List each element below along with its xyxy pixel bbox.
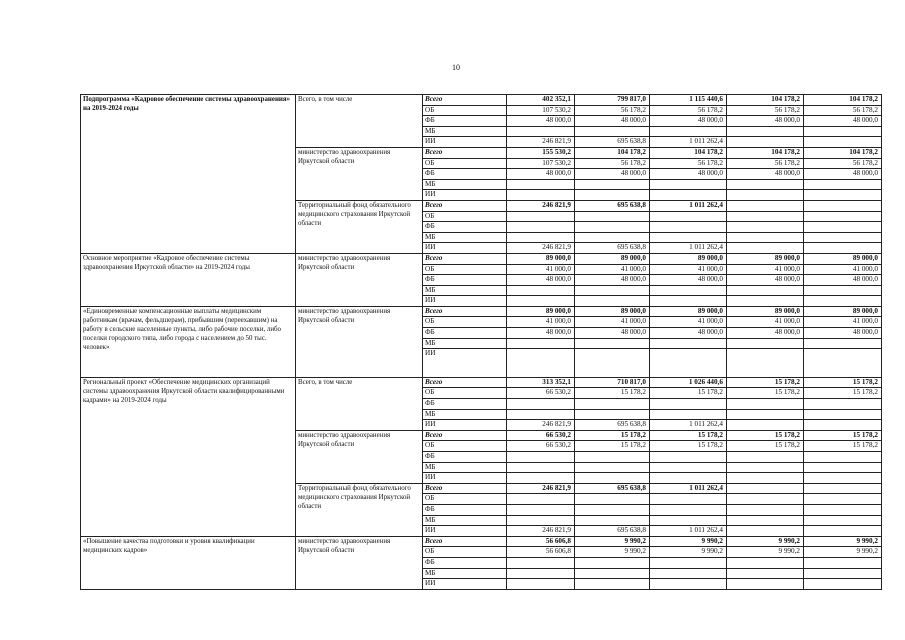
- amount-cell: 56 178,2: [650, 105, 727, 116]
- amount-cell: 695 638,8: [575, 243, 650, 254]
- amount-cell: [575, 285, 650, 296]
- amount-cell: 104 178,2: [727, 95, 804, 106]
- amount-cell: [507, 232, 575, 243]
- amount-cell: [575, 579, 650, 590]
- funding-source: ОБ: [423, 547, 507, 558]
- amount-cell: 1 011 262,4: [650, 483, 727, 494]
- amount-cell: [507, 473, 575, 484]
- amount-cell: [804, 200, 882, 211]
- amount-cell: [650, 462, 727, 473]
- funding-source: МБ: [423, 568, 507, 579]
- amount-cell: 1 011 262,4: [650, 526, 727, 537]
- amount-cell: 15 178,2: [650, 430, 727, 441]
- amount-cell: 56 178,2: [804, 158, 882, 169]
- amount-cell: [575, 296, 650, 307]
- amount-cell: [507, 285, 575, 296]
- amount-cell: [727, 557, 804, 568]
- funding-source: Всего: [423, 95, 507, 106]
- amount-cell: 48 000,0: [727, 328, 804, 339]
- amount-cell: [575, 232, 650, 243]
- amount-cell: 66 530,2: [507, 388, 575, 399]
- funding-source: Всего: [423, 200, 507, 211]
- amount-cell: [804, 452, 882, 463]
- table-row: [81, 95, 882, 106]
- amount-cell: [727, 243, 804, 254]
- amount-cell: [804, 222, 882, 233]
- amount-cell: 9 990,2: [575, 536, 650, 547]
- amount-cell: [727, 462, 804, 473]
- amount-cell: 15 178,2: [727, 377, 804, 388]
- amount-cell: [727, 232, 804, 243]
- executor-name: Всего, в том числе: [296, 377, 423, 430]
- amount-cell: [727, 515, 804, 526]
- executor-name: министерство здравоохранения Иркутской области: [296, 430, 423, 483]
- amount-cell: [804, 409, 882, 420]
- amount-cell: 48 000,0: [507, 328, 575, 339]
- amount-cell: [650, 557, 727, 568]
- amount-cell: [727, 452, 804, 463]
- funding-source: ОБ: [423, 388, 507, 399]
- amount-cell: 1 011 262,4: [650, 420, 727, 431]
- amount-cell: 89 000,0: [575, 306, 650, 317]
- executor-name: Всего, в том числе: [296, 95, 423, 148]
- executor-name: министерство здравоохранения Иркутской области: [296, 306, 423, 377]
- amount-cell: 1 115 440,6: [650, 95, 727, 106]
- amount-cell: 89 000,0: [507, 253, 575, 264]
- funding-source: Всего: [423, 483, 507, 494]
- funding-source: Всего: [423, 253, 507, 264]
- amount-cell: [575, 515, 650, 526]
- page-number: 10: [452, 63, 460, 72]
- amount-cell: [727, 200, 804, 211]
- amount-cell: 15 178,2: [804, 377, 882, 388]
- amount-cell: 15 178,2: [804, 441, 882, 452]
- amount-cell: [727, 211, 804, 222]
- amount-cell: [804, 515, 882, 526]
- amount-cell: 9 990,2: [804, 536, 882, 547]
- amount-cell: 89 000,0: [804, 306, 882, 317]
- amount-cell: 104 178,2: [804, 95, 882, 106]
- amount-cell: [507, 338, 575, 349]
- amount-cell: 48 000,0: [575, 275, 650, 286]
- amount-cell: [804, 557, 882, 568]
- amount-cell: 56 606,8: [507, 547, 575, 558]
- funding-source: ФБ: [423, 275, 507, 286]
- amount-cell: [575, 557, 650, 568]
- amount-cell: 48 000,0: [650, 328, 727, 339]
- funding-source: МБ: [423, 515, 507, 526]
- amount-cell: 402 352,1: [507, 95, 575, 106]
- amount-cell: [804, 420, 882, 431]
- funding-source: ИИ: [423, 137, 507, 148]
- amount-cell: [507, 409, 575, 420]
- amount-cell: 48 000,0: [507, 275, 575, 286]
- amount-cell: 15 178,2: [575, 388, 650, 399]
- funding-source: ФБ: [423, 169, 507, 180]
- amount-cell: 104 178,2: [650, 147, 727, 158]
- amount-cell: [575, 338, 650, 349]
- amount-cell: 9 990,2: [804, 547, 882, 558]
- amount-cell: 15 178,2: [575, 430, 650, 441]
- funding-source: ИИ: [423, 243, 507, 254]
- funding-source: ФБ: [423, 399, 507, 410]
- amount-cell: 41 000,0: [650, 317, 727, 328]
- amount-cell: [575, 504, 650, 515]
- amount-cell: 710 817,0: [575, 377, 650, 388]
- amount-cell: [507, 211, 575, 222]
- amount-cell: 48 000,0: [804, 169, 882, 180]
- amount-cell: [804, 399, 882, 410]
- funding-source: ОБ: [423, 264, 507, 275]
- amount-cell: [507, 579, 575, 590]
- amount-cell: [575, 409, 650, 420]
- amount-cell: [727, 179, 804, 190]
- amount-cell: [804, 526, 882, 537]
- amount-cell: [804, 579, 882, 590]
- amount-cell: [507, 462, 575, 473]
- amount-cell: 41 000,0: [727, 264, 804, 275]
- amount-cell: 48 000,0: [650, 169, 727, 180]
- amount-cell: 695 638,8: [575, 200, 650, 211]
- amount-cell: 313 352,1: [507, 377, 575, 388]
- amount-cell: 48 000,0: [575, 328, 650, 339]
- funding-source: ОБ: [423, 105, 507, 116]
- amount-cell: 48 000,0: [727, 275, 804, 286]
- amount-cell: [650, 568, 727, 579]
- funding-source: ФБ: [423, 452, 507, 463]
- funding-source: ФБ: [423, 557, 507, 568]
- amount-cell: [650, 399, 727, 410]
- amount-cell: 48 000,0: [804, 275, 882, 286]
- amount-cell: [575, 473, 650, 484]
- amount-cell: 48 000,0: [507, 116, 575, 127]
- amount-cell: 15 178,2: [804, 388, 882, 399]
- funding-source: Всего: [423, 306, 507, 317]
- amount-cell: 56 606,8: [507, 536, 575, 547]
- funding-source: ИИ: [423, 473, 507, 484]
- amount-cell: [727, 568, 804, 579]
- amount-cell: [804, 285, 882, 296]
- amount-cell: [804, 296, 882, 307]
- amount-cell: 56 178,2: [575, 105, 650, 116]
- amount-cell: [804, 494, 882, 505]
- funding-source: Всего: [423, 377, 507, 388]
- amount-cell: 89 000,0: [650, 253, 727, 264]
- amount-cell: [650, 232, 727, 243]
- funding-source: ФБ: [423, 116, 507, 127]
- amount-cell: 107 530,2: [507, 105, 575, 116]
- executor-name: Территориальный фонд обязательного медицинского страхования Иркутской области: [296, 483, 423, 536]
- amount-cell: 104 178,2: [804, 147, 882, 158]
- amount-cell: 246 821,9: [507, 420, 575, 431]
- amount-cell: [575, 222, 650, 233]
- amount-cell: [650, 579, 727, 590]
- funding-source: ФБ: [423, 222, 507, 233]
- amount-cell: [727, 420, 804, 431]
- amount-cell: 9 990,2: [650, 547, 727, 558]
- amount-cell: [727, 338, 804, 349]
- amount-cell: [727, 222, 804, 233]
- amount-cell: [804, 462, 882, 473]
- amount-cell: [804, 338, 882, 349]
- funding-source: МБ: [423, 338, 507, 349]
- amount-cell: [804, 568, 882, 579]
- amount-cell: 799 817,0: [575, 95, 650, 106]
- amount-cell: [650, 296, 727, 307]
- amount-cell: [804, 211, 882, 222]
- amount-cell: 695 638,8: [575, 137, 650, 148]
- funding-source: ИИ: [423, 349, 507, 378]
- amount-cell: [507, 504, 575, 515]
- amount-cell: [650, 515, 727, 526]
- funding-source: Всего: [423, 536, 507, 547]
- amount-cell: [650, 222, 727, 233]
- amount-cell: [804, 504, 882, 515]
- amount-cell: [804, 473, 882, 484]
- amount-cell: [650, 452, 727, 463]
- table-row: [81, 377, 882, 388]
- amount-cell: 48 000,0: [650, 275, 727, 286]
- amount-cell: [507, 515, 575, 526]
- amount-cell: 48 000,0: [507, 169, 575, 180]
- amount-cell: 1 011 262,4: [650, 243, 727, 254]
- funding-source: ИИ: [423, 296, 507, 307]
- amount-cell: 66 530,2: [507, 441, 575, 452]
- amount-cell: [727, 296, 804, 307]
- funding-source: ИИ: [423, 579, 507, 590]
- amount-cell: [507, 494, 575, 505]
- amount-cell: [507, 349, 575, 378]
- amount-cell: 48 000,0: [727, 169, 804, 180]
- funding-source: МБ: [423, 126, 507, 137]
- executor-name: Территориальный фонд обязательного медицинского страхования Иркутской области: [296, 200, 423, 253]
- amount-cell: [650, 179, 727, 190]
- amount-cell: [727, 494, 804, 505]
- amount-cell: 9 990,2: [727, 536, 804, 547]
- amount-cell: 66 530,2: [507, 430, 575, 441]
- amount-cell: 695 638,8: [575, 526, 650, 537]
- program-name: «Повышение качества подготовки и уровня квалификации медицинских кадров»: [81, 536, 296, 589]
- amount-cell: [727, 137, 804, 148]
- amount-cell: [575, 179, 650, 190]
- amount-cell: 15 178,2: [650, 441, 727, 452]
- amount-cell: 246 821,9: [507, 483, 575, 494]
- amount-cell: [727, 579, 804, 590]
- amount-cell: 15 178,2: [727, 388, 804, 399]
- amount-cell: 155 530,2: [507, 147, 575, 158]
- funding-source: ИИ: [423, 190, 507, 201]
- amount-cell: 15 178,2: [804, 430, 882, 441]
- amount-cell: [650, 409, 727, 420]
- amount-cell: 48 000,0: [804, 328, 882, 339]
- table-row: [81, 536, 882, 547]
- amount-cell: 1 011 262,4: [650, 200, 727, 211]
- amount-cell: [575, 494, 650, 505]
- table-row: [81, 306, 882, 317]
- table-row: [81, 253, 882, 264]
- amount-cell: 41 000,0: [575, 264, 650, 275]
- program-name: Региональный проект «Обеспечение медицинских организаций системы здравоохранения Иркутской области квалифицированными кадрами» на 2019-2024 годы: [81, 377, 296, 536]
- amount-cell: [804, 137, 882, 148]
- funding-source: МБ: [423, 462, 507, 473]
- amount-cell: 89 000,0: [575, 253, 650, 264]
- amount-cell: 695 638,8: [575, 420, 650, 431]
- amount-cell: [804, 349, 882, 378]
- amount-cell: [507, 222, 575, 233]
- funding-source: ОБ: [423, 211, 507, 222]
- budget-table: [80, 94, 882, 590]
- amount-cell: [507, 179, 575, 190]
- amount-cell: 15 178,2: [575, 441, 650, 452]
- amount-cell: [507, 568, 575, 579]
- amount-cell: 48 000,0: [727, 116, 804, 127]
- amount-cell: 246 821,9: [507, 200, 575, 211]
- amount-cell: [650, 473, 727, 484]
- amount-cell: [575, 349, 650, 378]
- funding-source: ИИ: [423, 420, 507, 431]
- amount-cell: [650, 285, 727, 296]
- funding-source: ОБ: [423, 441, 507, 452]
- amount-cell: [650, 504, 727, 515]
- funding-source: ФБ: [423, 328, 507, 339]
- amount-cell: [575, 211, 650, 222]
- amount-cell: 246 821,9: [507, 137, 575, 148]
- executor-name: министерство здравоохранения Иркутской области: [296, 253, 423, 306]
- amount-cell: 48 000,0: [650, 116, 727, 127]
- amount-cell: [727, 473, 804, 484]
- amount-cell: [650, 338, 727, 349]
- funding-source: ОБ: [423, 317, 507, 328]
- amount-cell: 89 000,0: [804, 253, 882, 264]
- amount-cell: [650, 211, 727, 222]
- amount-cell: [804, 232, 882, 243]
- amount-cell: 9 990,2: [727, 547, 804, 558]
- amount-cell: 89 000,0: [727, 253, 804, 264]
- amount-cell: 15 178,2: [727, 441, 804, 452]
- amount-cell: 48 000,0: [575, 116, 650, 127]
- amount-cell: [575, 462, 650, 473]
- amount-cell: [804, 483, 882, 494]
- amount-cell: 48 000,0: [804, 116, 882, 127]
- program-name: Основное мероприятие «Кадровое обеспечение системы здравоохранения Иркутской области» на 2019-2024 годы: [81, 253, 296, 306]
- amount-cell: [507, 126, 575, 137]
- funding-source: МБ: [423, 179, 507, 190]
- amount-cell: 246 821,9: [507, 243, 575, 254]
- funding-source: Всего: [423, 147, 507, 158]
- amount-cell: 41 000,0: [804, 317, 882, 328]
- amount-cell: [575, 126, 650, 137]
- amount-cell: [650, 349, 727, 378]
- amount-cell: 89 000,0: [650, 306, 727, 317]
- program-name: «Единовременные компенсационные выплаты медицинским работникам (врачам, фельдшерам), прибывшим (переехавшим) на работу в сельские населенные пункты, либо рабочие поселки, либо поселки городского типа, либо города с населением до 50 тыс. человек»: [81, 306, 296, 377]
- amount-cell: 9 990,2: [575, 547, 650, 558]
- amount-cell: [804, 190, 882, 201]
- funding-source: МБ: [423, 285, 507, 296]
- amount-cell: 104 178,2: [727, 147, 804, 158]
- amount-cell: 56 178,2: [650, 158, 727, 169]
- amount-cell: 1 011 262,4: [650, 137, 727, 148]
- amount-cell: 104 178,2: [575, 147, 650, 158]
- funding-source: МБ: [423, 232, 507, 243]
- amount-cell: [650, 190, 727, 201]
- amount-cell: [804, 126, 882, 137]
- amount-cell: [727, 349, 804, 378]
- executor-name: министерство здравоохранения Иркутской области: [296, 147, 423, 200]
- amount-cell: 48 000,0: [575, 169, 650, 180]
- executor-name: министерство здравоохранения Иркутской области: [296, 536, 423, 589]
- amount-cell: 695 638,8: [575, 483, 650, 494]
- amount-cell: [727, 409, 804, 420]
- amount-cell: 41 000,0: [804, 264, 882, 275]
- funding-source: Всего: [423, 430, 507, 441]
- amount-cell: [575, 190, 650, 201]
- amount-cell: [727, 126, 804, 137]
- amount-cell: [727, 285, 804, 296]
- amount-cell: 56 178,2: [804, 105, 882, 116]
- amount-cell: [507, 399, 575, 410]
- amount-cell: 246 821,9: [507, 526, 575, 537]
- amount-cell: 56 178,2: [727, 105, 804, 116]
- amount-cell: 56 178,2: [727, 158, 804, 169]
- amount-cell: [804, 243, 882, 254]
- amount-cell: 15 178,2: [650, 388, 727, 399]
- amount-cell: 89 000,0: [507, 306, 575, 317]
- funding-source: ИИ: [423, 526, 507, 537]
- amount-cell: 56 178,2: [575, 158, 650, 169]
- amount-cell: [727, 190, 804, 201]
- amount-cell: 1 026 440,6: [650, 377, 727, 388]
- amount-cell: [650, 494, 727, 505]
- amount-cell: 41 000,0: [650, 264, 727, 275]
- amount-cell: 9 990,2: [650, 536, 727, 547]
- amount-cell: 41 000,0: [575, 317, 650, 328]
- amount-cell: [804, 179, 882, 190]
- amount-cell: 107 530,2: [507, 158, 575, 169]
- amount-cell: [575, 399, 650, 410]
- amount-cell: [727, 399, 804, 410]
- amount-cell: 89 000,0: [727, 306, 804, 317]
- amount-cell: [727, 526, 804, 537]
- funding-source: ФБ: [423, 504, 507, 515]
- amount-cell: 41 000,0: [507, 317, 575, 328]
- amount-cell: [507, 190, 575, 201]
- amount-cell: [507, 296, 575, 307]
- amount-cell: [507, 452, 575, 463]
- amount-cell: [507, 557, 575, 568]
- funding-source: ОБ: [423, 158, 507, 169]
- amount-cell: [575, 452, 650, 463]
- amount-cell: 41 000,0: [727, 317, 804, 328]
- amount-cell: [650, 126, 727, 137]
- amount-cell: [727, 483, 804, 494]
- funding-source: ОБ: [423, 494, 507, 505]
- amount-cell: [727, 504, 804, 515]
- amount-cell: 15 178,2: [727, 430, 804, 441]
- amount-cell: 41 000,0: [507, 264, 575, 275]
- program-name: Подпрограмма «Кадровое обеспечение системы здравоохранения» на 2019-2024 годы: [81, 95, 296, 254]
- amount-cell: [575, 568, 650, 579]
- funding-source: МБ: [423, 409, 507, 420]
